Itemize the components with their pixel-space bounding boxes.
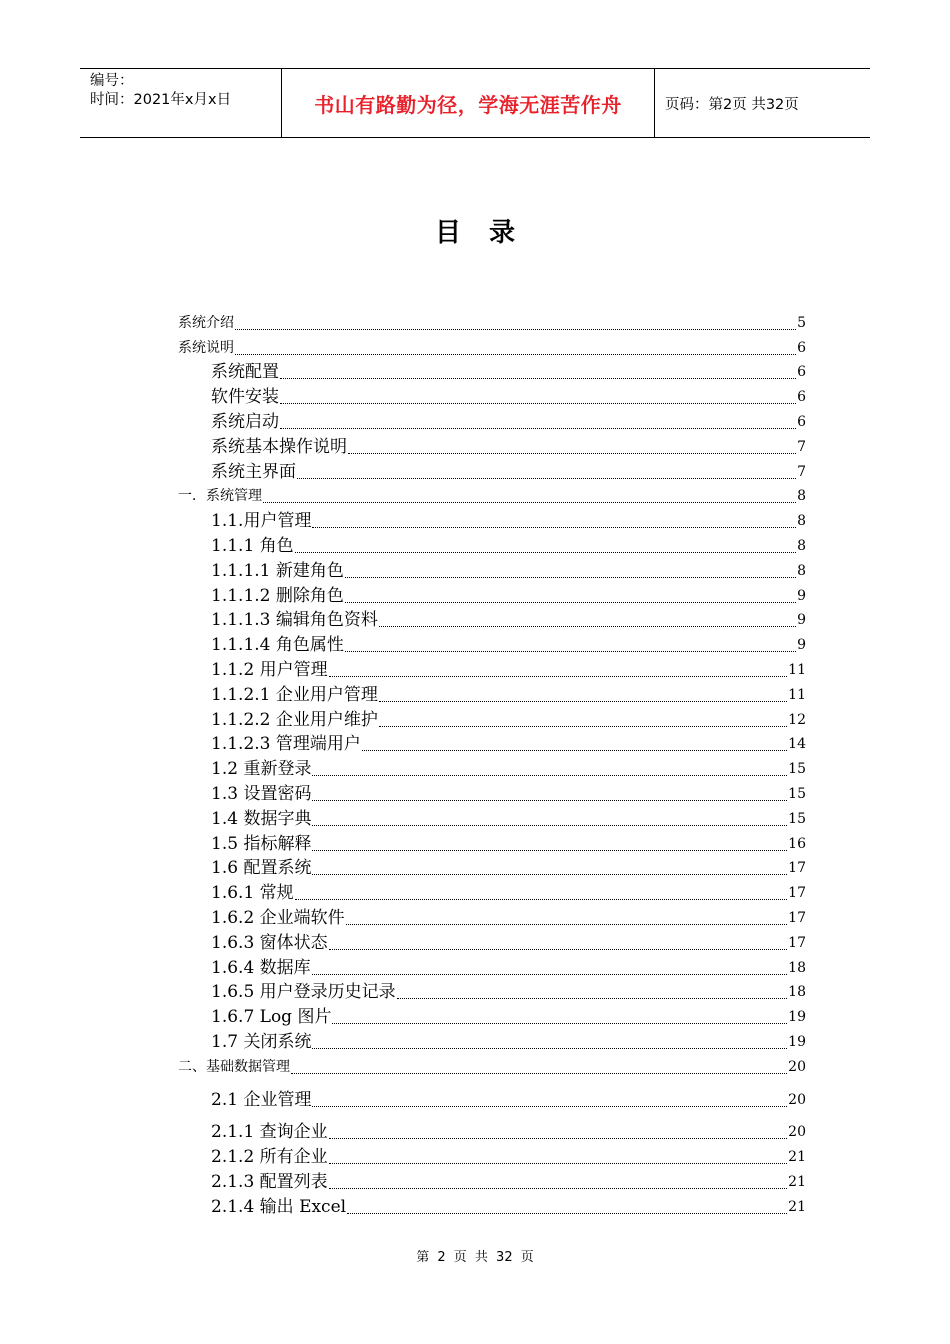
toc-entry-page: 11 <box>788 686 806 703</box>
toc-entry-label: 1.6.1 常规 <box>211 883 294 904</box>
toc-entry[interactable] <box>178 1193 806 1218</box>
toc-entry-page: 8 <box>797 537 806 554</box>
toc-entry-page: 20 <box>788 1091 806 1108</box>
toc-entry-label: 2.1.3 配置列表 <box>211 1171 328 1192</box>
toc-leader-dots <box>297 477 796 479</box>
toc-leader-dots <box>312 526 796 528</box>
toc-leader-dots <box>312 849 787 851</box>
toc-leader-dots <box>235 353 796 355</box>
toc-entry-page: 18 <box>788 959 806 976</box>
toc-entry-page: 15 <box>788 810 806 827</box>
toc-leader-dots <box>312 824 787 826</box>
toc-leader-dots <box>329 948 788 950</box>
toc-entry[interactable] <box>178 458 806 483</box>
toc-leader-dots <box>263 501 796 503</box>
toc-leader-dots <box>379 725 787 727</box>
toc-entry-label: 1.1.1.1 新建角色 <box>211 560 344 581</box>
toc-leader-dots <box>235 328 796 330</box>
toc-entry[interactable] <box>178 532 806 557</box>
toc-leader-dots <box>312 873 787 875</box>
page-title: 目录 <box>434 218 543 248</box>
toc-entry[interactable] <box>178 1003 806 1028</box>
toc-entry-label: 1.5 指标解释 <box>211 833 312 854</box>
toc-leader-dots <box>280 377 796 379</box>
toc-leader-dots <box>345 650 796 652</box>
toc-entry-label: 1.1.2.2 企业用户维护 <box>211 709 378 730</box>
toc-entry[interactable] <box>178 1053 806 1078</box>
toc-entry-page: 20 <box>788 1124 806 1141</box>
toc-entry-label: 系统主界面 <box>211 461 296 482</box>
toc-entry-label: 系统启动 <box>211 411 279 432</box>
toc-entry[interactable] <box>178 929 806 954</box>
toc-entry-page: 8 <box>797 562 806 579</box>
toc-entry[interactable] <box>178 582 806 607</box>
page-footer: 第 2 页 共 32 页 <box>416 1250 534 1265</box>
toc-entry-page: 9 <box>797 637 806 654</box>
toc-entry[interactable] <box>178 830 806 855</box>
header-number-label: 编号： <box>90 73 134 89</box>
toc-entry-label: 1.4 数据字典 <box>211 808 312 829</box>
toc-entry[interactable] <box>178 855 806 880</box>
toc-entry[interactable] <box>178 483 806 508</box>
toc-entry[interactable] <box>178 1168 806 1193</box>
header-page-info: 页码：第2页 共32页 <box>665 96 799 113</box>
toc-entry[interactable] <box>178 904 806 929</box>
toc-entry-page: 6 <box>797 413 806 430</box>
toc-entry-label: 1.7 关闭系统 <box>211 1031 312 1052</box>
toc-entry[interactable] <box>178 557 806 582</box>
toc-leader-dots <box>345 601 796 603</box>
toc-entry-label: 1.1.2.1 企业用户管理 <box>211 684 378 705</box>
toc-leader-dots <box>312 799 787 801</box>
toc-entry-label: 二、基础数据管理 <box>178 1058 290 1075</box>
toc-entry[interactable] <box>178 433 806 458</box>
toc-leader-dots <box>312 1047 787 1049</box>
header-motto: 书山有路勤为径，学海无涯苦作舟 <box>282 69 655 137</box>
toc-entry-page: 19 <box>788 1033 806 1050</box>
toc-entry-page: 20 <box>788 1058 806 1075</box>
toc-entry-page: 6 <box>797 389 806 406</box>
toc-entry-page: 7 <box>797 438 806 455</box>
toc-entry[interactable] <box>178 755 806 780</box>
toc-entry-page: 17 <box>788 885 806 902</box>
toc-entry-page: 17 <box>788 909 806 926</box>
toc-leader-dots <box>397 997 788 999</box>
toc-entry-label: 一．系统管理 <box>178 488 262 505</box>
toc-entry-label: 1.1.1 角色 <box>211 535 294 556</box>
toc-entry-label: 1.6.2 企业端软件 <box>211 907 345 928</box>
toc-entry-page: 5 <box>797 314 806 331</box>
toc-entry[interactable] <box>178 507 806 532</box>
toc-leader-dots <box>362 749 787 751</box>
toc-entry[interactable] <box>178 954 806 979</box>
header-meta <box>80 69 282 137</box>
toc-entry[interactable] <box>178 359 806 384</box>
toc-entry-label: 1.1.1.3 编辑角色资料 <box>211 610 378 631</box>
toc-entry[interactable] <box>178 706 806 731</box>
toc-entry-page: 17 <box>788 860 806 877</box>
toc-entry[interactable] <box>178 607 806 632</box>
toc-entry-page: 19 <box>788 1009 806 1026</box>
toc-entry[interactable] <box>178 731 806 756</box>
toc-entry-label: 1.6.4 数据库 <box>211 957 311 978</box>
toc-leader-dots <box>379 625 796 627</box>
toc-entry-label: 1.1.2.3 管理端用户 <box>211 734 361 755</box>
toc-leader-dots <box>291 1072 787 1074</box>
toc-entry-page: 15 <box>788 785 806 802</box>
toc-leader-dots <box>379 700 787 702</box>
toc-leader-dots <box>329 675 788 677</box>
toc-entry-page: 18 <box>788 984 806 1001</box>
toc-leader-dots <box>312 1105 787 1107</box>
toc-entry[interactable] <box>178 681 806 706</box>
toc-entry[interactable] <box>178 408 806 433</box>
toc-leader-dots <box>347 1212 787 1214</box>
toc-entry-label: 1.1.2 用户管理 <box>211 659 328 680</box>
toc-leader-dots <box>348 452 796 454</box>
table-of-contents <box>178 309 806 1218</box>
toc-entry-label: 2.1.1 查询企业 <box>211 1122 328 1143</box>
toc-entry-page: 15 <box>788 761 806 778</box>
toc-entry[interactable] <box>178 1086 806 1111</box>
toc-entry-page: 11 <box>788 661 806 678</box>
toc-entry[interactable] <box>178 334 806 359</box>
toc-entry-label: 1.6.5 用户登录历史记录 <box>211 982 396 1003</box>
toc-entry[interactable] <box>178 1119 806 1144</box>
toc-entry[interactable] <box>178 309 806 334</box>
toc-entry-page: 21 <box>788 1173 806 1190</box>
toc-entry-label: 系统基本操作说明 <box>211 436 347 457</box>
toc-leader-dots <box>312 774 787 776</box>
toc-entry[interactable] <box>178 780 806 805</box>
toc-entry[interactable] <box>178 383 806 408</box>
toc-entry-page: 17 <box>788 934 806 951</box>
toc-entry-page: 6 <box>797 339 806 356</box>
toc-entry-label: 1.1.用户管理 <box>211 511 312 532</box>
toc-entry-label: 1.6.3 窗体状态 <box>211 932 328 953</box>
toc-entry-page: 14 <box>788 736 806 753</box>
toc-entry-page: 21 <box>788 1198 806 1215</box>
toc-leader-dots <box>345 576 796 578</box>
toc-entry-page: 12 <box>788 711 806 728</box>
toc-entry-label: 1.2 重新登录 <box>211 759 312 780</box>
toc-entry-label: 1.6.7 Log 图片 <box>211 1007 332 1028</box>
toc-entry[interactable] <box>178 1143 806 1168</box>
toc-entry-label: 系统说明 <box>178 339 234 356</box>
toc-leader-dots <box>329 1137 788 1139</box>
toc-entry[interactable] <box>178 979 806 1004</box>
toc-entry-label: 系统介绍 <box>178 314 234 331</box>
toc-leader-dots <box>280 427 796 429</box>
toc-leader-dots <box>329 1162 788 1164</box>
toc-leader-dots <box>295 551 796 553</box>
header-time-label: 时间：2021年x月x日 <box>90 92 232 108</box>
toc-entry-label: 软件安装 <box>211 387 279 408</box>
toc-leader-dots <box>295 898 788 900</box>
toc-leader-dots <box>280 402 796 404</box>
toc-entry-label: 1.1.1.4 角色属性 <box>211 635 344 656</box>
toc-entry[interactable] <box>178 631 806 656</box>
toc-entry[interactable] <box>178 805 806 830</box>
toc-entry[interactable] <box>178 1028 806 1053</box>
toc-leader-dots <box>346 923 788 925</box>
page-header <box>80 68 870 138</box>
toc-entry[interactable] <box>178 656 806 681</box>
toc-entry-page: 8 <box>797 513 806 530</box>
toc-entry-page: 21 <box>788 1149 806 1166</box>
toc-entry-label: 2.1.4 输出 Excel <box>211 1196 347 1217</box>
toc-entry-page: 8 <box>797 488 806 505</box>
toc-entry-label: 系统配置 <box>211 362 279 383</box>
toc-leader-dots <box>329 1187 788 1189</box>
toc-entry[interactable] <box>178 879 806 904</box>
toc-entry-page: 6 <box>797 364 806 381</box>
toc-entry-label: 2.1 企业管理 <box>211 1089 312 1110</box>
toc-leader-dots <box>332 1022 787 1024</box>
toc-entry-label: 1.1.1.2 删除角色 <box>211 585 344 606</box>
toc-entry-page: 7 <box>797 463 806 480</box>
toc-entry-label: 1.3 设置密码 <box>211 783 312 804</box>
toc-entry-label: 1.6 配置系统 <box>211 858 312 879</box>
toc-entry-label: 2.1.2 所有企业 <box>211 1147 328 1168</box>
toc-entry-page: 9 <box>797 612 806 629</box>
toc-entry-page: 16 <box>788 835 806 852</box>
toc-entry-page: 9 <box>797 587 806 604</box>
toc-leader-dots <box>312 973 788 975</box>
